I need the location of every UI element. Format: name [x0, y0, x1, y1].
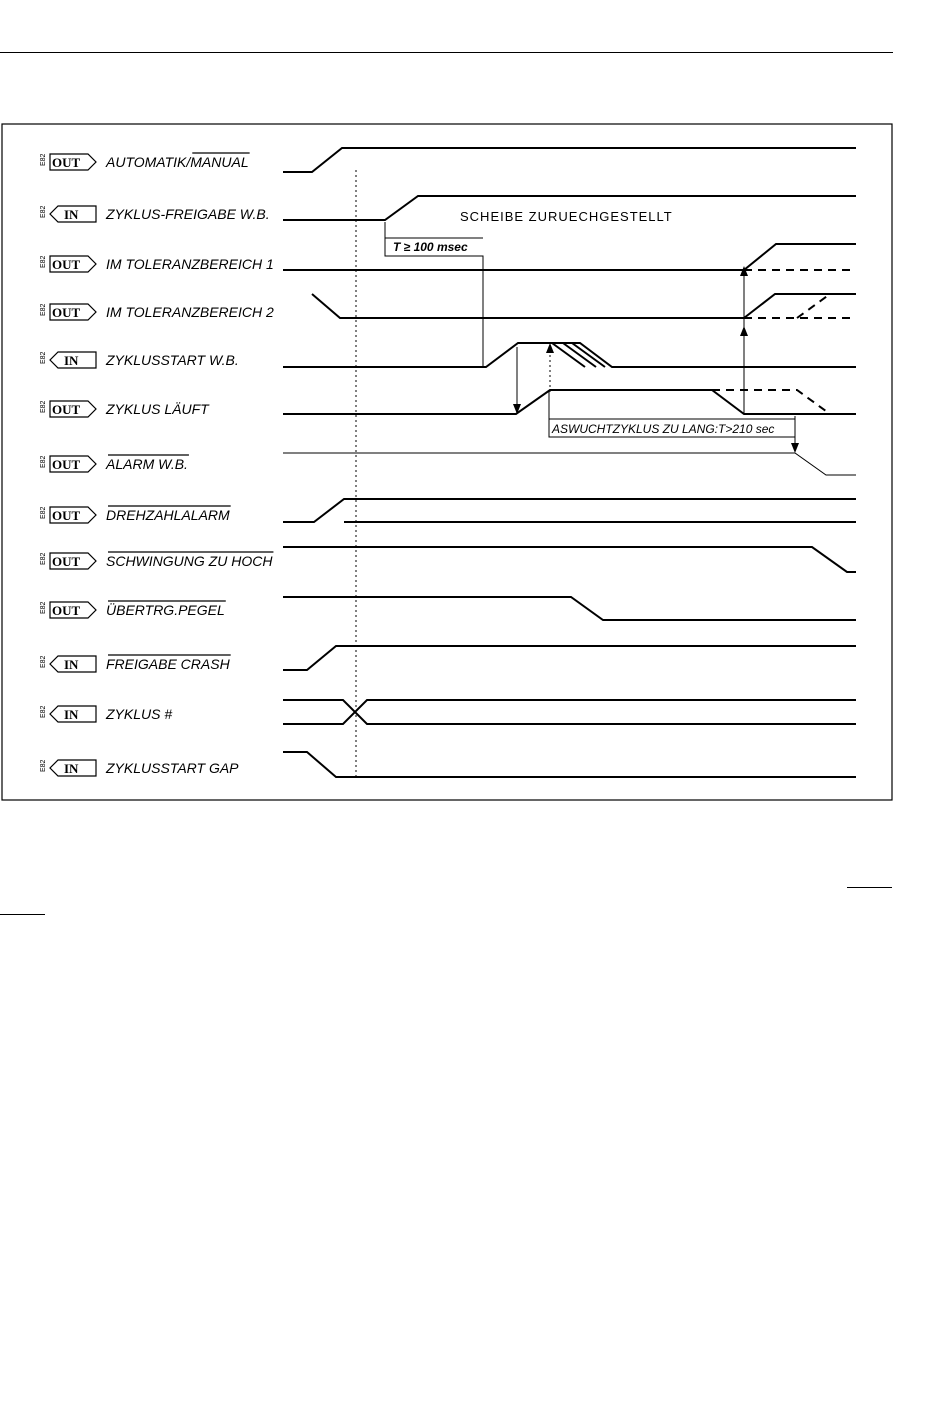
signal-direction: IN — [64, 353, 79, 368]
signal-label: ZYKLUSSTART W.B. — [106, 352, 239, 368]
signal-row-13 — [40, 759, 239, 776]
signal-prefix: E82 — [40, 205, 47, 218]
waveform-toleranz-1 — [283, 244, 856, 270]
signal-row-9 — [40, 552, 273, 569]
signal-direction: OUT — [52, 402, 81, 417]
signal-row-3 — [40, 255, 274, 272]
signal-labels — [40, 153, 274, 776]
signal-row-10 — [40, 601, 226, 618]
signal-prefix: E82 — [40, 552, 47, 565]
signal-label: SCHWINGUNG ZU HOCH — [106, 553, 273, 569]
signal-label: FREIGABE CRASH — [106, 656, 230, 672]
arrow-alarm-head — [791, 443, 799, 453]
signal-label: ZYKLUS # — [106, 706, 173, 722]
signal-prefix: E82 — [40, 759, 47, 772]
annotation-t100: T ≥ 100 msec — [393, 240, 468, 254]
signal-label: ZYKLUSSTART GAP — [106, 760, 239, 776]
waveform-zyklusstart-gap — [283, 752, 856, 777]
waveform-zyklus-nr-a — [283, 700, 856, 724]
signal-prefix: E82 — [40, 601, 47, 614]
footer-rule-right — [847, 887, 892, 888]
signal-row-7 — [40, 455, 189, 472]
signal-row-2 — [40, 205, 270, 222]
signal-label: IM TOLERANZBEREICH 2 — [106, 304, 274, 320]
signal-direction: OUT — [52, 554, 81, 569]
signal-direction: OUT — [52, 305, 81, 320]
waveform-uebertrg-pegel — [283, 597, 856, 620]
signal-direction: OUT — [52, 155, 81, 170]
signal-direction: OUT — [52, 508, 81, 523]
signal-direction: OUT — [52, 603, 81, 618]
waveform-toleranz-2-high — [744, 294, 856, 318]
signal-prefix: E82 — [40, 303, 47, 316]
signal-direction: IN — [64, 207, 79, 222]
waveform-freigabe-crash — [283, 646, 856, 670]
signal-label: ZYKLUS LÄUFT — [106, 401, 209, 417]
annotation-t210: ASWUCHTZYKLUS ZU LANG:T>210 sec — [552, 422, 775, 436]
signal-label: ÜBERTRG.PEGEL — [106, 602, 225, 618]
signal-direction: IN — [64, 761, 79, 776]
waveform-zyklus-laeuft-dashed — [712, 390, 830, 414]
signal-row-4 — [40, 303, 274, 320]
signal-row-6 — [40, 400, 210, 417]
signal-label: AUTOMATIK/MANUAL — [106, 154, 249, 170]
waveform-toleranz-2-dashed-rise — [797, 294, 830, 318]
signal-row-12 — [40, 705, 172, 722]
signal-label: IM TOLERANZBEREICH 1 — [106, 256, 274, 272]
signal-row-8 — [40, 506, 231, 523]
signal-direction: IN — [64, 707, 79, 722]
signal-prefix: E82 — [40, 351, 47, 364]
signal-row-11 — [40, 655, 231, 672]
annotation-scheibe: SCHEIBE ZURUECHGESTELLT — [460, 209, 673, 224]
signal-prefix: E82 — [40, 153, 47, 166]
waveform-alarm-wb — [283, 453, 856, 475]
waveform-drehzahlalarm — [283, 499, 856, 522]
waveform-zyklus-nr-b — [283, 700, 856, 724]
signal-row-1 — [40, 153, 250, 170]
waveform-schwingung — [283, 547, 856, 572]
waveform-automatik-manual — [283, 148, 856, 172]
footer-rule-left — [0, 914, 45, 915]
waveform-toleranz-2 — [312, 294, 744, 318]
signal-prefix: E82 — [40, 506, 47, 519]
signal-prefix: E82 — [40, 655, 47, 668]
signal-row-5 — [40, 351, 239, 368]
signal-label: ZYKLUS-FREIGABE W.B. — [106, 206, 270, 222]
signal-prefix: E82 — [40, 455, 47, 468]
arrow-toleranz-2-head — [740, 326, 748, 336]
signal-label: DREHZAHLALARM — [106, 507, 230, 523]
signal-prefix: E82 — [40, 400, 47, 413]
signal-prefix: E82 — [40, 705, 47, 718]
signal-prefix: E82 — [40, 255, 47, 268]
waveform-zyklus-laeuft — [283, 390, 856, 414]
signal-direction: OUT — [52, 457, 81, 472]
signal-label: ALARM W.B. — [106, 456, 188, 472]
signal-direction: IN — [64, 657, 79, 672]
zyklusstart-hatch-3 — [572, 343, 605, 367]
signal-direction: OUT — [52, 257, 81, 272]
